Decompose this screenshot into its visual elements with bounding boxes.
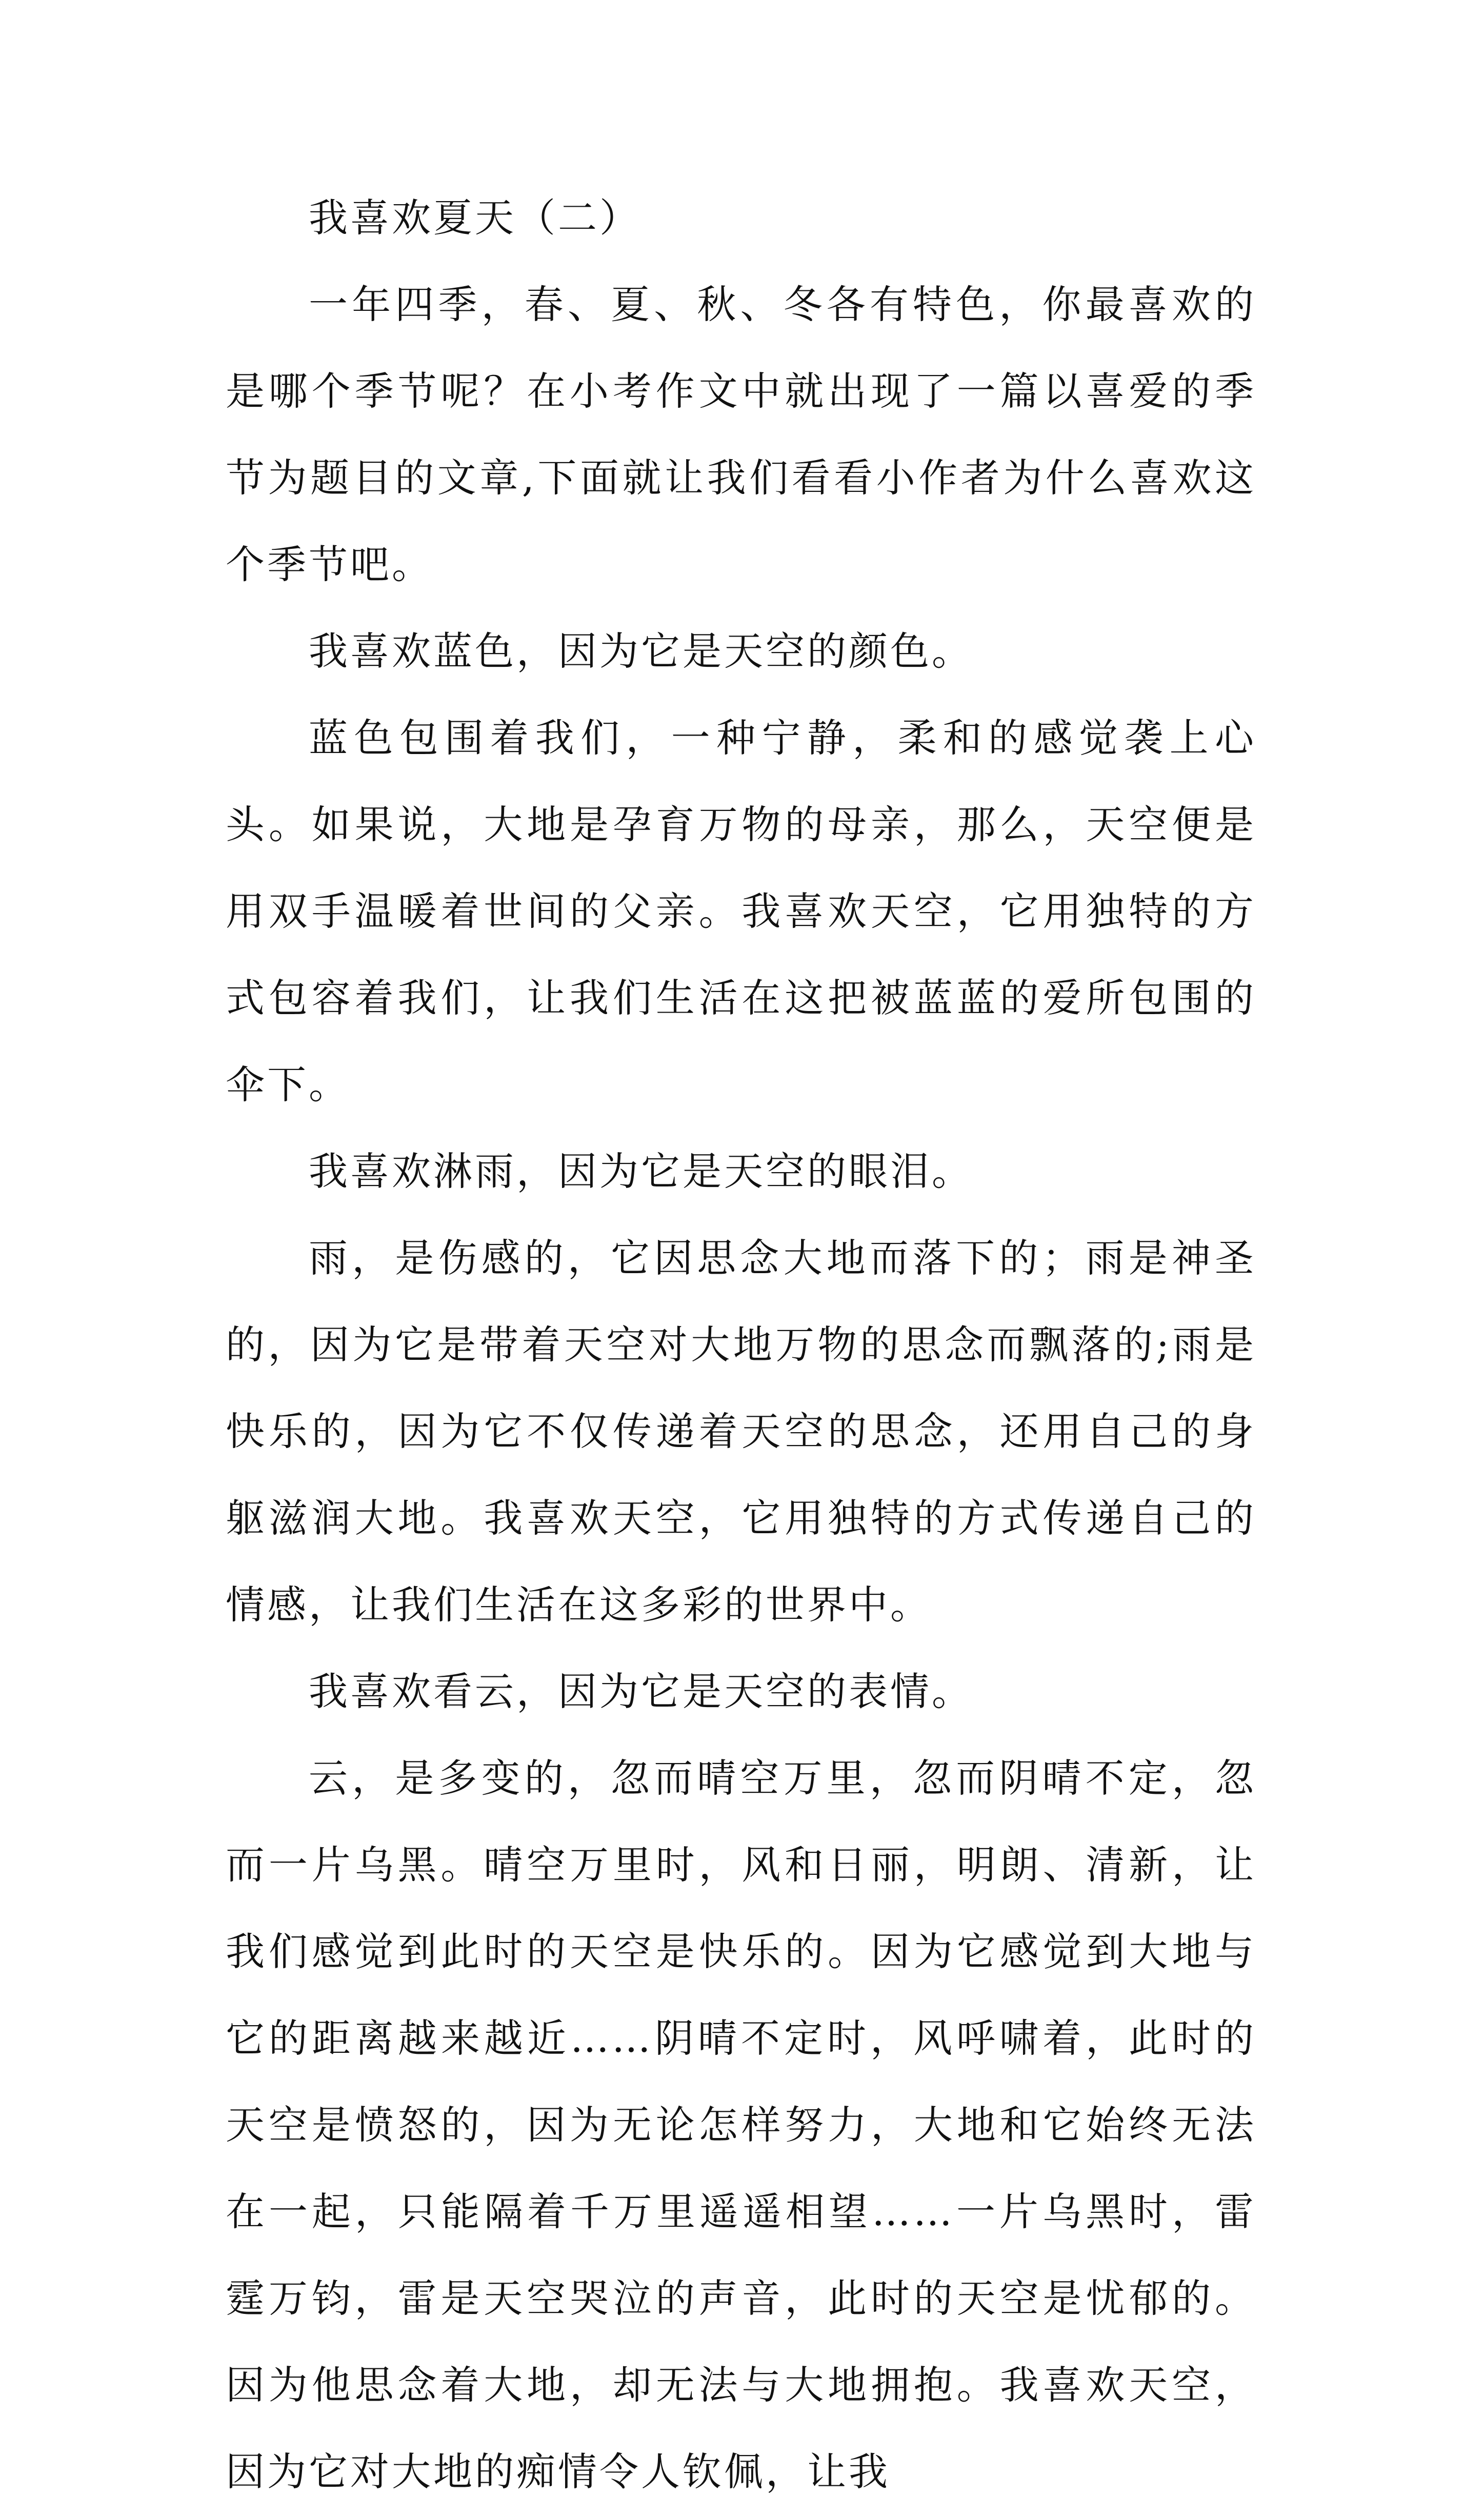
paragraph-blue-heading: 我喜欢蓝色，因为它是天空的颜色。 xyxy=(309,628,973,674)
paragraph-intro: 一年四季，春、夏、秋、冬各有特色，你最喜欢的是哪个季节呢？在小考作文中就出现了一篇以喜爱的季节为题目的文章,下面就让我们看看小作者为什么喜欢这个季节吧。 xyxy=(226,282,1256,587)
article-title: 我喜欢夏天（二） xyxy=(309,195,641,241)
paragraph-cloud-body: 云，是多变的，忽而晴空万里，忽而阴晴不定，忽而一片乌黑。晴空万里时，风和日丽，明朗、清新，让我们感觉到此时的天空是快乐的。因为它感觉到大地与它的距离越来越近……阴晴不定时，风呼啸着，此时的天空是愤怒的，因为无论怎样努力，大地和它始终无法在一起，只能隔着千万里遥遥相望……一片乌黑时，雷霆万钧，雷是天空哭泣的声音，此时的天空是忧郁的。因为他思念着大地，却无法与大地拥抱。我喜欢天空，因为它对大地的痴情令人钦佩，让我 xyxy=(226,1755,1256,2494)
paragraph-rain-body: 雨，是伤感的，它因思念大地而落下的；雨是神圣的，因为它是带着天空对大地万物的思念而飘落的;雨是快乐的，因为它不仅传递着天空的思念，还用自己的身躯滋润大地。我喜欢天空，它用独特的方式传递自己的情感，让我们生活在这多彩的世界中。 xyxy=(226,1235,1256,1628)
paragraph-blue-body: 蓝色包围着我们，一种宁静，柔和的感觉袭上心头。如果说，大地是孕育万物的母亲，那么，天空便是用双手温暖着世间的父亲。我喜欢天空，它用独特的方式包容着我们，让我们生活在这把被蓝蓝的爱所包围的伞下。 xyxy=(226,715,1256,1107)
article-body xyxy=(226,174,1256,2515)
paragraph-rain-heading: 我喜欢淋雨，因为它是天空的眼泪。 xyxy=(309,1148,973,1194)
paragraph-cloud-heading: 我喜欢看云，因为它是天空的表情。 xyxy=(309,1669,973,1714)
